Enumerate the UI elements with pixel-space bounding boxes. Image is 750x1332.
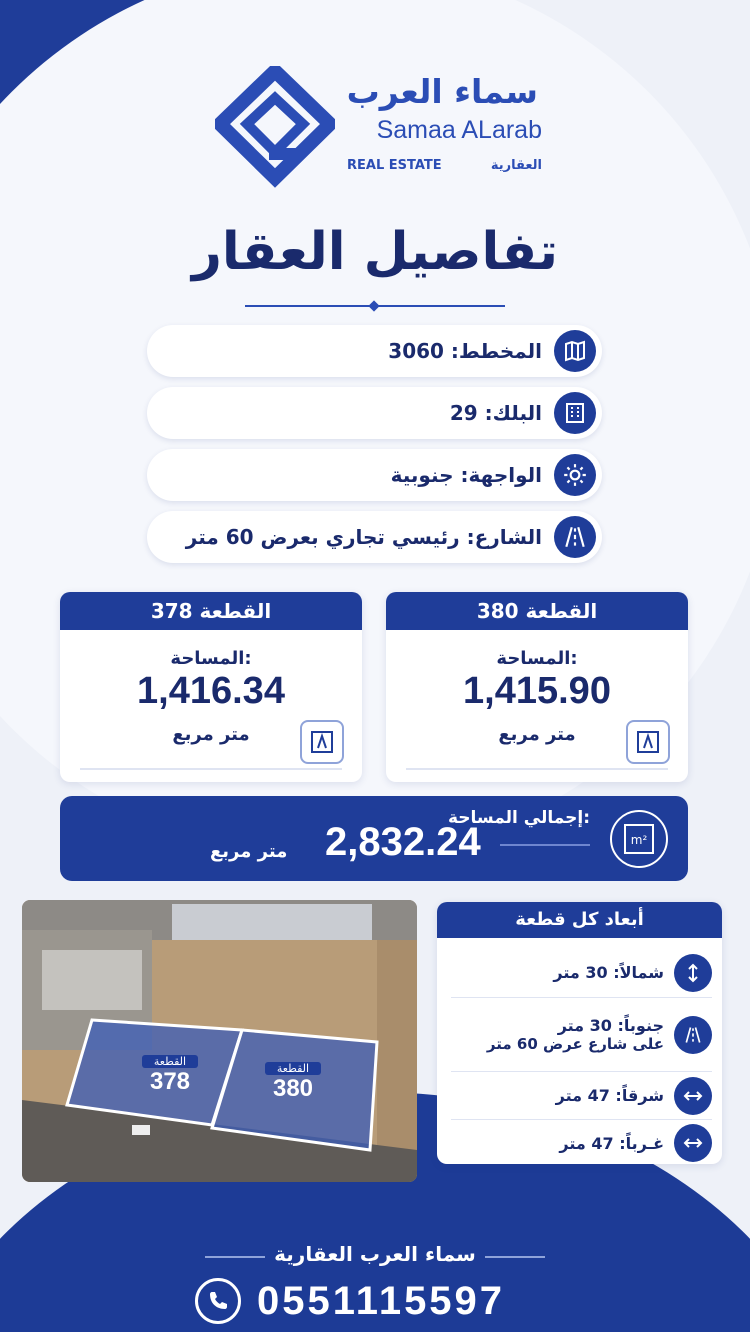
area-icon bbox=[300, 720, 344, 764]
dimensions-card bbox=[437, 902, 722, 1164]
info-plan-text: المخطط: 3060 bbox=[388, 339, 542, 363]
plot-area-unit: متر مربع bbox=[172, 724, 250, 745]
info-block-text: البلك: 29 bbox=[449, 401, 542, 425]
phone-icon[interactable] bbox=[195, 1278, 241, 1324]
plot-card-378 bbox=[60, 592, 362, 782]
page-title: تفاصيل العقار bbox=[191, 222, 559, 282]
phone-number[interactable]: 0551115597 bbox=[257, 1278, 506, 1323]
dim-east bbox=[451, 1072, 712, 1120]
info-row-plan bbox=[147, 325, 602, 377]
dim-west bbox=[451, 1120, 712, 1164]
plot-area-unit: متر مربع bbox=[498, 724, 576, 745]
dim-south-text: جنوباً: 30 متر bbox=[557, 1016, 664, 1035]
dim-north bbox=[451, 948, 712, 998]
plot-card-380 bbox=[386, 592, 688, 782]
dimensions-title: أبعاد كل قطعة bbox=[437, 902, 722, 938]
plot-area-value: 1,415.90 bbox=[463, 670, 611, 712]
info-row-street bbox=[147, 511, 602, 563]
building-icon bbox=[554, 392, 596, 434]
plot-card-title: القطعة 380 bbox=[386, 592, 688, 630]
vertical-arrows-icon bbox=[674, 954, 712, 992]
total-area-unit: متر مربع bbox=[210, 841, 288, 862]
info-row-facade bbox=[147, 449, 602, 501]
dim-west-text: غـرباً: 47 متر bbox=[559, 1133, 664, 1153]
brand-sub bbox=[347, 158, 542, 173]
brand-name-ar: سماء العرب bbox=[346, 72, 538, 111]
area-icon bbox=[626, 720, 670, 764]
map-icon bbox=[554, 330, 596, 372]
dim-north-text: شمالاً: 30 متر bbox=[553, 963, 664, 982]
photo-plot-label: القطعة bbox=[142, 1055, 198, 1068]
aerial-photo bbox=[22, 900, 417, 1182]
brand-sub-en: REAL ESTATE bbox=[347, 158, 442, 173]
total-area-label: إجمالي المساحة: bbox=[447, 808, 590, 828]
footer-company: سماء العرب العقارية bbox=[274, 1242, 476, 1266]
brand-logo bbox=[215, 66, 545, 191]
phone-row[interactable] bbox=[195, 1276, 565, 1326]
title-divider-dot bbox=[368, 300, 379, 311]
photo-plot-number: 378 bbox=[149, 1068, 191, 1095]
dim-east-text: شرقاً: 47 متر bbox=[555, 1086, 664, 1105]
plot-card-title: القطعة 378 bbox=[60, 592, 362, 630]
brand-name-en: Samaa ALarab bbox=[376, 116, 542, 144]
photo-plot-label: القطعة bbox=[265, 1062, 321, 1075]
plot-area-label: المساحة: bbox=[496, 648, 578, 669]
photo-plot-378 bbox=[142, 1055, 198, 1096]
info-row-block bbox=[147, 387, 602, 439]
plot-area-value: 1,416.34 bbox=[137, 670, 285, 712]
card-divider bbox=[406, 768, 668, 770]
dim-south bbox=[451, 998, 712, 1072]
total-divider bbox=[500, 844, 590, 846]
photo-plot-380 bbox=[265, 1062, 321, 1103]
brand-sub-ar: العقارية bbox=[490, 158, 542, 173]
dim-south-note: على شارع عرض 60 متر bbox=[486, 1035, 664, 1053]
horizontal-arrows-icon bbox=[674, 1077, 712, 1115]
horizontal-arrows-icon bbox=[674, 1124, 712, 1162]
total-area-value: 2,832.24 bbox=[325, 820, 481, 864]
plot-area-label: المساحة: bbox=[170, 648, 252, 669]
info-street-text: الشارع: رئيسي تجاري بعرض 60 متر bbox=[185, 525, 542, 549]
sun-icon bbox=[554, 454, 596, 496]
road-icon bbox=[554, 516, 596, 558]
square-meter-icon bbox=[610, 810, 668, 868]
total-area-banner bbox=[60, 796, 688, 881]
square-meter-text: m² bbox=[630, 833, 648, 847]
photo-plot-number: 380 bbox=[272, 1075, 314, 1102]
info-facade-text: الواجهة: جنوبية bbox=[390, 463, 542, 487]
logo-mark-icon bbox=[215, 66, 335, 191]
road-icon bbox=[674, 1016, 712, 1054]
card-divider bbox=[80, 768, 342, 770]
